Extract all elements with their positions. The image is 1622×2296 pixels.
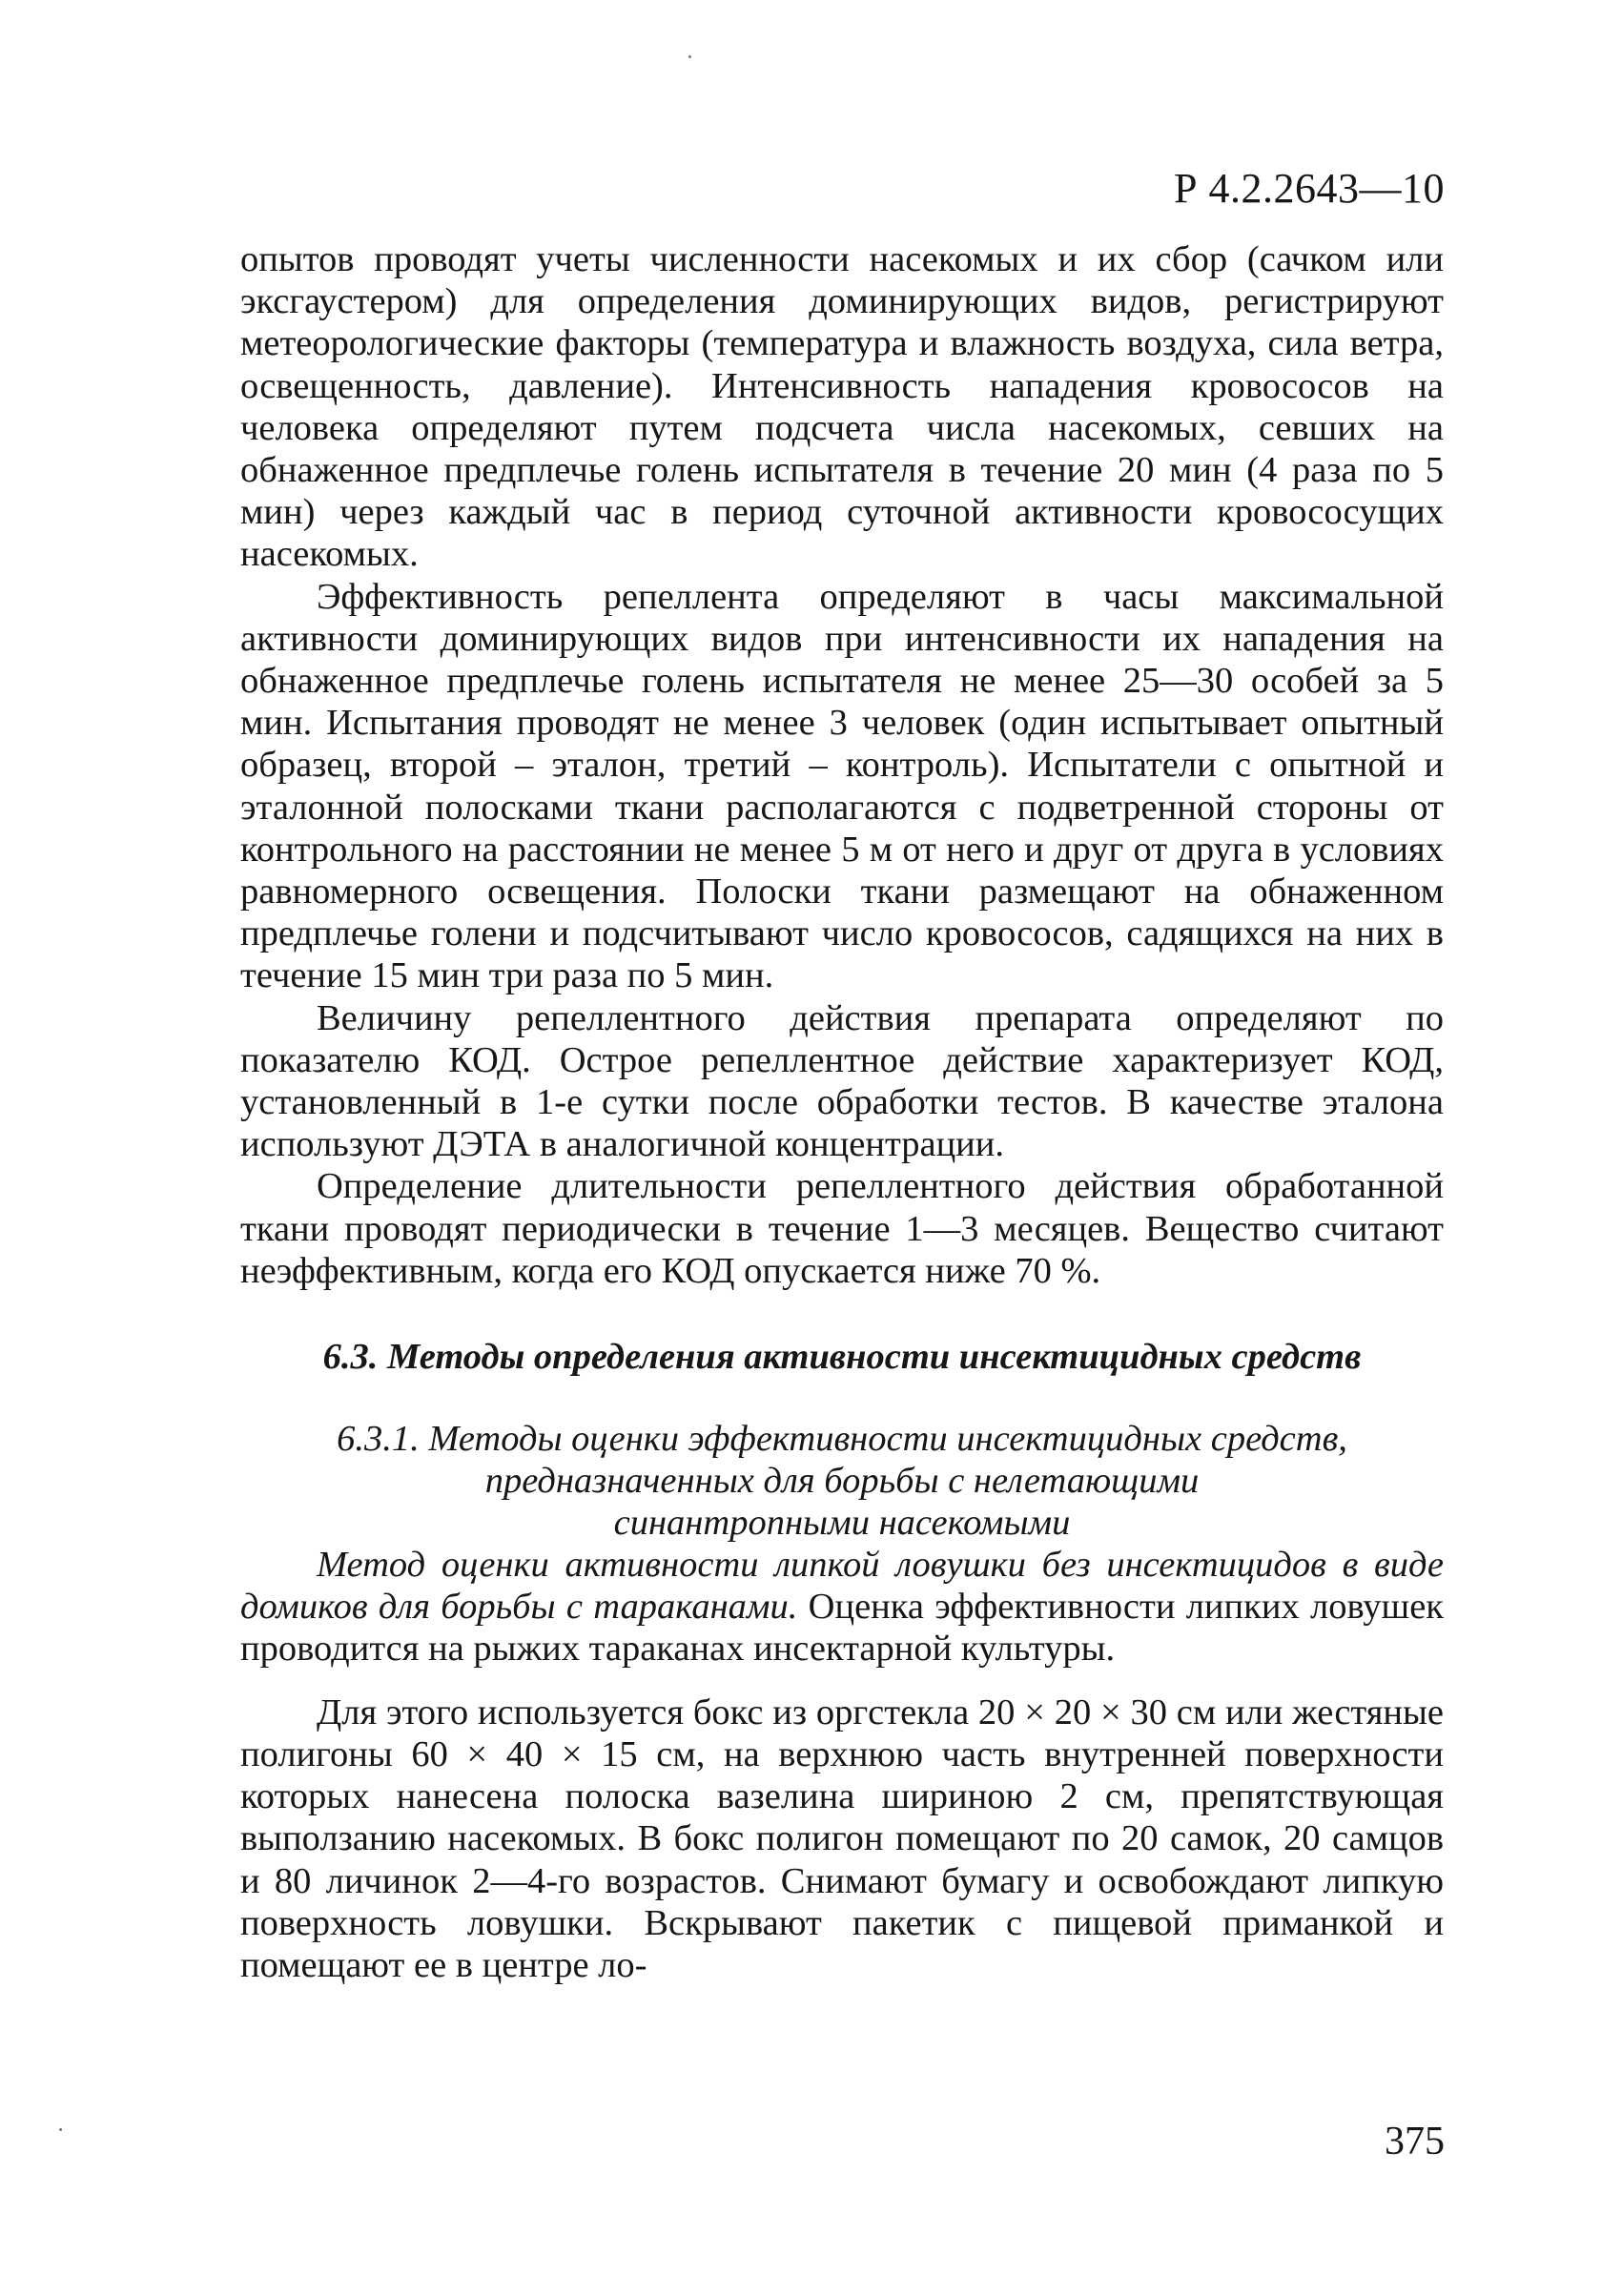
paragraph-6: Для этого используется бокс из оргстекла 20 × 20 × 30 см или жестяные полигоны 60 × 40 × 15 см, на верхнюю часть внутренней поверхности которых нанесена полоска вазелина шириною 2 см, препятствующая выползанию насекомых. В бокс полигон помещают по 20 самок, 20 самцов и 80 личинок 2—4-го возрастов. Снимают бумагу и освобождают липкую поверхность ловушки. Вскрывают пакетик с пищевой приманкой и помещают ее в центре ло- [240, 1691, 1444, 1985]
subsection-heading-line-3: синантропными насекомыми [613, 1503, 1071, 1544]
paragraph-1: опытов проводят учеты численности насекомых и их сбор (сачком или эксгаустером) для определения доминирующих видов, регистрируют метеорологические факторы (температура и влажность воздуха, сила ветра, освещенность, давление). Интенсивность нападения кровососов на человека определяют путем подсчета числа насекомых, севших на обнаженное предплечье голень испытателя в течение 20 мин (4 раза по 5 мин) через каждый час в период суточной активности кровососущих насекомых. [240, 239, 1444, 575]
page-body [240, 238, 1444, 1986]
document-code: Р 4.2.2643—10 [1174, 165, 1445, 212]
scan-speck [688, 55, 691, 58]
paragraph-5 [240, 1544, 1444, 1671]
section-heading: 6.3. Методы определения активности инсектицидных средств [322, 1337, 1362, 1378]
paragraph-5-text: Оценка эффективности липких ловушек проводится на рыжих тараканах инсектарной культуры. [240, 1587, 1444, 1670]
scan-speck [59, 2128, 62, 2131]
page-number: 375 [1385, 2120, 1445, 2163]
subsection-heading-line-1: 6.3.1. Методы оценки эффективности инсектицидных средств, [337, 1419, 1347, 1460]
paragraph-2: Эффективность репеллента определяют в часы максимальной активности доминирующих видов при интенсивности их нападения на обнаженное предплечье голень испытателя не менее 25—30 особей за 5 мин. Испытания проводят не менее 3 человек (один испытывает опытный образец, второй – эталон, третий – контроль). Испытатели с опытной и эталонной полосками ткани располагаются с подветренной стороны от контрольного на расстоянии не менее 5 м от него и друг от друга в условиях равномерного освещения. Полоски ткани размещают на обнаженном предплечье голени и подсчитывают число кровососов, садящихся на них в течение 15 мин три раза по 5 мин. [240, 576, 1444, 996]
paragraph-3: Величину репеллентного действия препарата определяют по показателю КОД. Острое репеллентное действие характеризует КОД, установленный в 1-е сутки после обработки тестов. В качестве эталона используют ДЭТА в аналогичной концентрации. [240, 997, 1444, 1165]
paragraph-4: Определение длительности репеллентного действия обработанной ткани проводят периодически в течение 1—3 месяцев. Вещество считают неэффективным, когда его КОД опускается ниже 70 %. [240, 1166, 1444, 1291]
subsection-heading-line-2: предназначенных для борьбы с нелетающими [484, 1461, 1200, 1502]
subsection-heading [240, 1418, 1444, 1544]
method-title: Метод оценки активности липкой ловушки без инсектицидов в виде домиков для борьбы с тараканами. [240, 1545, 1444, 1628]
